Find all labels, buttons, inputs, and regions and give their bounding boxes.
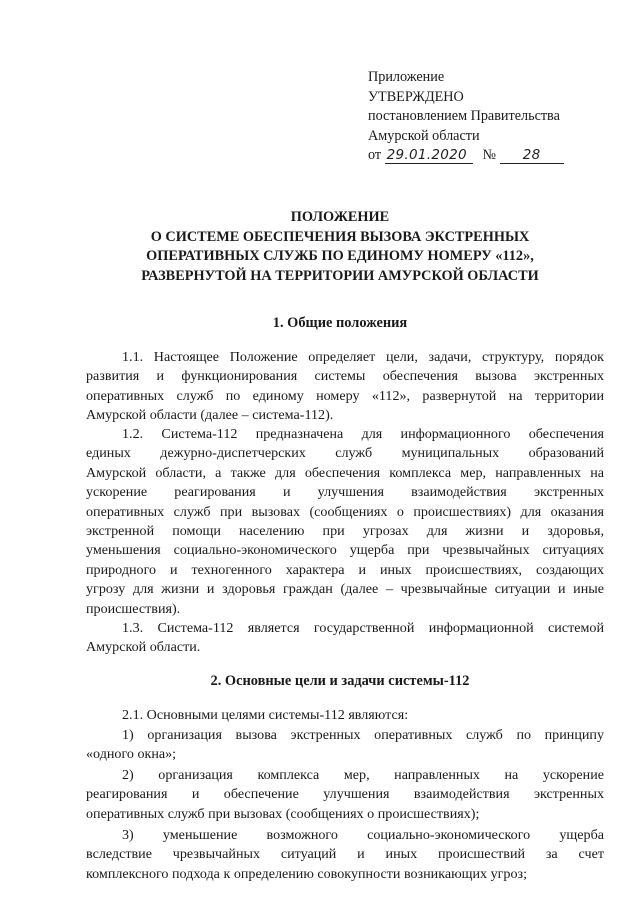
- list-item-2: [86, 766, 604, 824]
- section-1-heading: 1. Общие положения: [272, 315, 408, 331]
- text-line: оперативных служб при вызовах (сообщениях о происшествиях) для оказания: [86, 503, 604, 520]
- list-item-3: [86, 826, 604, 884]
- text-line: 1) организация вызова экстренных оперативных служб по принципу: [122, 727, 604, 743]
- approved-by-label: постановлением Правительства: [368, 108, 560, 125]
- title-line-1: ПОЛОЖЕНИЕ: [290, 209, 390, 225]
- text-line: Амурской области, а также для обеспечения комплекса мер, направленных на: [86, 464, 604, 481]
- text-line: 2) организация комплекса мер, направленных на ускорение: [122, 767, 604, 783]
- from-label: от: [368, 147, 382, 164]
- text-line: 1.1. Настоящее Положение определяет цели, задачи, структуру, порядок: [122, 349, 604, 365]
- number-label: №: [482, 147, 497, 164]
- text-line: «одного окна»;: [86, 746, 177, 763]
- text-line: 1.3. Система-112 является государственной информационной системой: [122, 620, 604, 636]
- document-title: [70, 208, 610, 286]
- text-line: ускорение реагирования и улучшения взаимодействия экстренных: [86, 484, 604, 501]
- text-line: реагирования и обеспечение улучшения взаимодействия экстренных: [86, 786, 604, 803]
- text-line: Амурской области (далее – система-112).: [86, 407, 334, 424]
- text-line: развития и функционирования системы обеспечения вызова экстренных: [86, 368, 604, 385]
- title-line-4: РАЗВЕРНУТОЙ НА ТЕРРИТОРИИ АМУРСКОЙ ОБЛАСТИ: [141, 267, 539, 284]
- section-2-heading: 2. Основные цели и задачи системы-112: [210, 673, 470, 689]
- text-line: 1.2. Система-112 предназначена для информационного обеспечения: [122, 426, 604, 442]
- text-line: 3) уменьшение возможного социально-экономического ущерба: [122, 827, 604, 843]
- title-line-3: ОПЕРАТИВНЫХ СЛУЖБ ПО ЕДИНОМУ НОМЕРУ «112»,: [146, 248, 534, 265]
- appendix-label: Приложение: [368, 69, 445, 85]
- region-label: Амурской области: [368, 127, 480, 144]
- handwritten-date: 29.01.2020: [385, 148, 473, 164]
- text-line: оперативных служб при вызовах (сообщениях о происшествиях);: [86, 805, 480, 822]
- title-line-2: О СИСТЕМЕ ОБЕСПЕЧЕНИЯ ВЫЗОВА ЭКСТРЕННЫХ: [150, 228, 530, 245]
- text-line: экстренной помощи населению при угрозах для жизни и здоровья,: [86, 523, 604, 540]
- paragraph-1-2: [86, 425, 604, 619]
- text-line: оперативных служб по единому номеру «112», развернутой на территории: [86, 387, 604, 404]
- text-line: 2.1. Основными целями системы-112 являются:: [122, 707, 409, 723]
- text-line: вследствие чрезвычайных ситуаций и иных происшествий за счет: [86, 846, 604, 863]
- text-line: уменьшения социально-экономического ущерба при чрезвычайных ситуациях: [86, 542, 604, 559]
- paragraph-2-1: [86, 706, 604, 725]
- text-line: комплексного подхода к определению совокупности возникающих угроз;: [86, 865, 527, 882]
- decree-reference: [368, 146, 618, 166]
- approved-label: УТВЕРЖДЕНО: [368, 88, 464, 105]
- text-line: происшествия).: [86, 600, 181, 617]
- text-line: природного и техногенного характера и иных происшествиях, создающих: [86, 561, 604, 578]
- text-line: Амурской области.: [86, 639, 201, 656]
- paragraph-1-1: [86, 348, 604, 426]
- approval-block: [368, 68, 618, 166]
- list-item-1: [86, 726, 604, 765]
- text-line: единых дежурно-диспетчерских служб муниципальных образований: [86, 445, 604, 462]
- paragraph-1-3: [86, 619, 604, 658]
- text-line: угрозу для жизни и здоровья граждан (далее – чрезвычайные ситуации и иные: [86, 581, 604, 598]
- handwritten-number: 28: [500, 148, 564, 164]
